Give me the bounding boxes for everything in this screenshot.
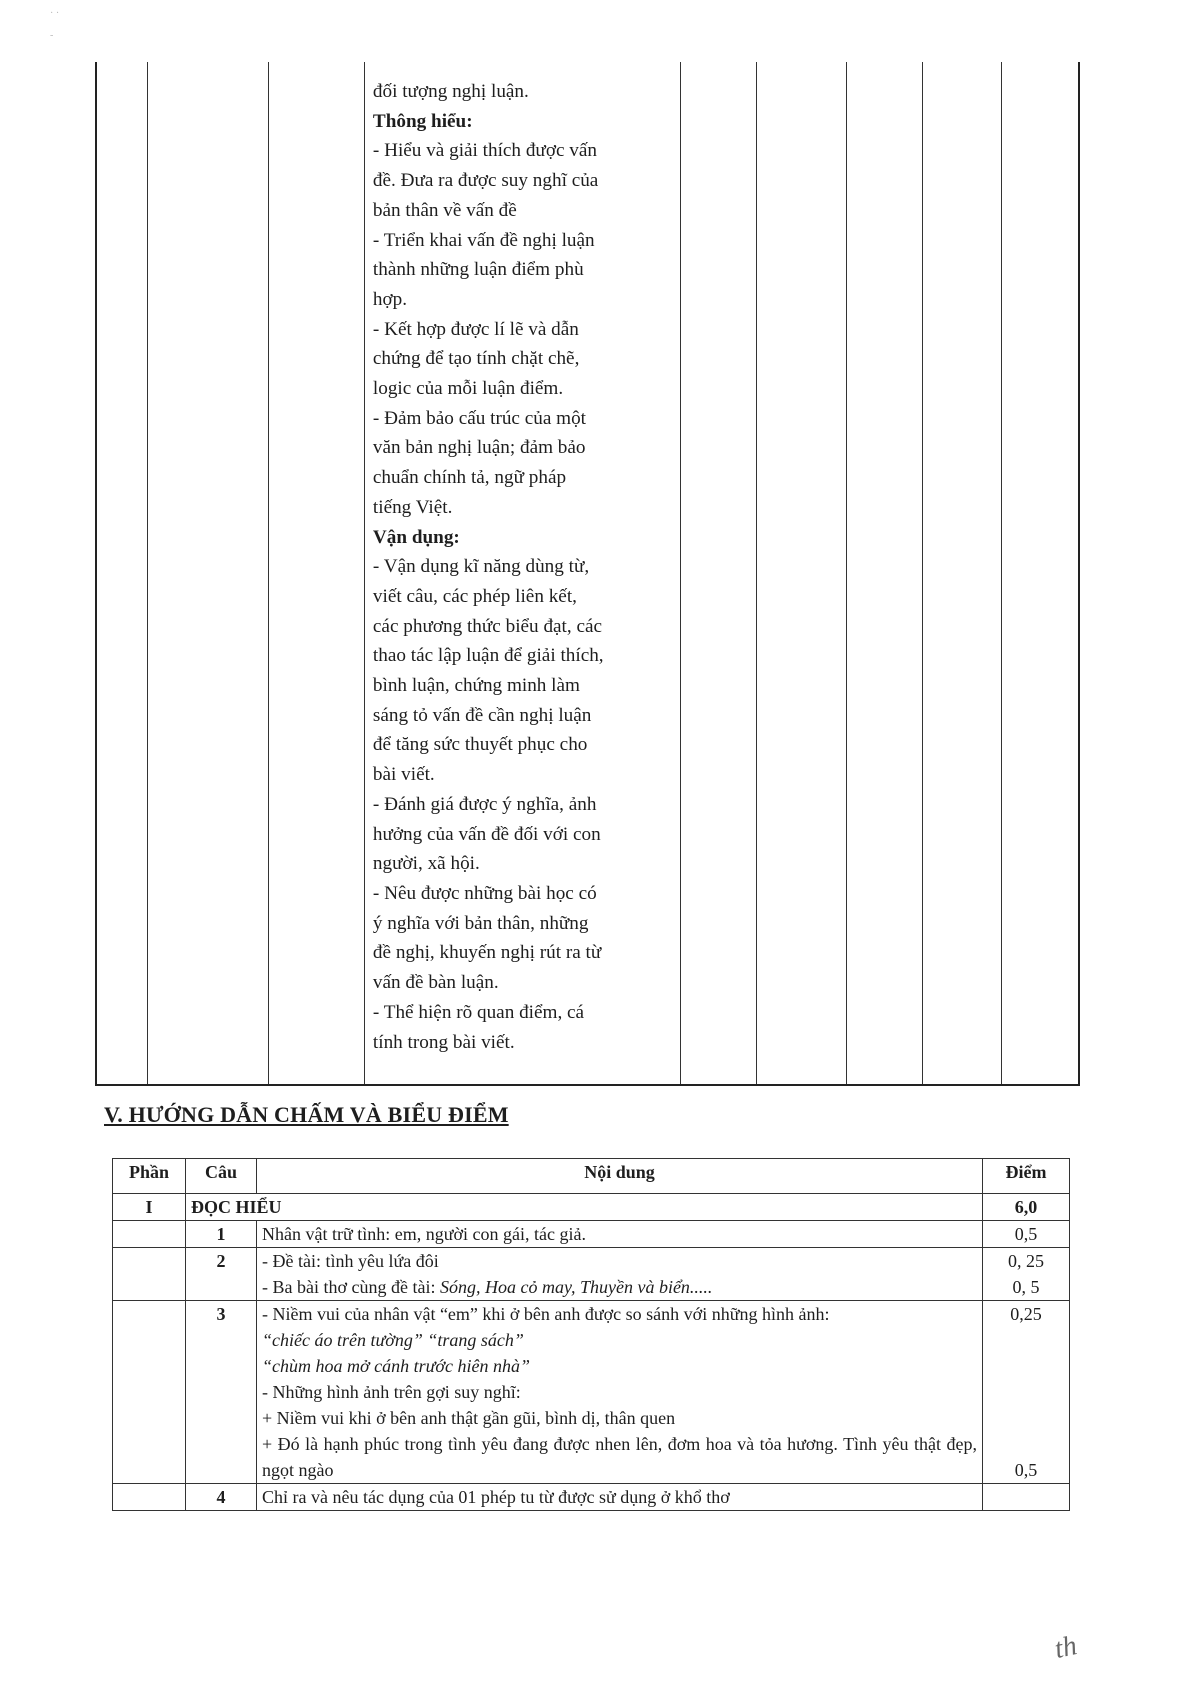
poem-titles: Sóng, Hoa cỏ may, Thuyền và biển..... <box>439 1277 713 1297</box>
scan-margin-mark: · · - <box>50 8 60 41</box>
table-row-section <box>113 1194 1070 1221</box>
answer-content: Nhân vật trữ tình: em, người con gái, tác giả. <box>257 1221 983 1248</box>
description-line: đề. Đưa ra được suy nghĩ của <box>372 170 599 192</box>
handwritten-initials: th <box>1051 1630 1080 1665</box>
quoted-image: “chùm hoa mở cánh trước hiên nhà” <box>262 1356 531 1376</box>
description-line: người, xã hội. <box>372 853 480 875</box>
score-value: 0,25 <box>1010 1304 1042 1324</box>
description-line: - Đảm bảo cấu trúc của một <box>372 407 587 429</box>
section-heading: V. HƯỚNG DẪN CHẤM VÀ BIỂU ĐIỂM <box>104 1102 509 1127</box>
answer-score <box>983 1248 1070 1301</box>
table-column-blank <box>847 62 923 1084</box>
knowledge-description-cell <box>365 62 681 1084</box>
header-part: Phần <box>113 1159 186 1194</box>
quoted-image: “chiếc áo trên tường” “trang sách” <box>262 1330 524 1350</box>
description-line: bài viết. <box>372 764 435 786</box>
description-line: - Vận dụng kĩ năng dùng từ, <box>372 556 590 578</box>
description-line: các phương thức biểu đạt, các <box>372 615 603 637</box>
description-line: đề nghị, khuyến nghị rút ra từ <box>372 942 602 964</box>
section-part-number: I <box>113 1194 186 1221</box>
description-line: bản thân về vấn đề <box>372 199 517 221</box>
answer-content <box>257 1301 983 1484</box>
description-line: tính trong bài viết. <box>372 1031 515 1053</box>
part-cell-empty <box>113 1301 186 1484</box>
grading-table <box>112 1158 1070 1511</box>
answer-score <box>983 1301 1070 1484</box>
description-line: hưởng của vấn đề đối với con <box>372 823 601 845</box>
answer-line <box>262 1274 977 1300</box>
table-column-blank <box>757 62 847 1084</box>
table-column-blank <box>1002 62 1078 1084</box>
description-line: vấn đề bàn luận. <box>372 972 499 994</box>
question-number: 1 <box>186 1221 257 1248</box>
answer-line: - Đề tài: tình yêu lứa đôi <box>262 1251 439 1271</box>
description-line: - Triển khai vấn đề nghị luận <box>372 229 595 251</box>
section-title: ĐỌC HIỂU <box>186 1194 983 1221</box>
description-line: tiếng Việt. <box>372 496 453 518</box>
answer-content <box>257 1248 983 1301</box>
description-line: - Hiểu và giải thích được vấn <box>372 140 597 162</box>
table-column-blank <box>269 62 365 1084</box>
answer-score: 0,5 <box>983 1221 1070 1248</box>
score-value: 0,5 <box>1014 1460 1038 1480</box>
description-line: văn bản nghị luận; đảm bảo <box>372 437 586 459</box>
description-line: đối tượng nghị luận. <box>372 81 529 102</box>
level-heading: Vận dụng: <box>372 526 460 548</box>
score-value: 0, 5 <box>1012 1277 1040 1297</box>
part-cell-empty <box>113 1221 186 1248</box>
description-line: - Thể hiện rõ quan điểm, cá <box>372 1001 585 1023</box>
answer-line: - Những hình ảnh trên gợi suy nghĩ: <box>262 1382 521 1402</box>
answer-content: Chỉ ra và nêu tác dụng của 01 phép tu từ được sử dụng ở khổ thơ <box>257 1484 983 1511</box>
table-row-q4 <box>113 1484 1070 1511</box>
answer-line: + Niềm vui khi ở bên anh thật gần gũi, bình dị, thân quen <box>262 1408 676 1428</box>
table-column-blank <box>681 62 758 1084</box>
part-cell-empty <box>113 1248 186 1301</box>
score-value: 0, 25 <box>1008 1251 1044 1271</box>
answer-line: - Niềm vui của nhân vật “em” khi ở bên anh được so sánh với những hình ảnh: <box>262 1304 830 1324</box>
question-number: 3 <box>186 1301 257 1484</box>
header-content: Nội dung <box>257 1159 983 1194</box>
table-row-q2 <box>113 1248 1070 1301</box>
description-line: ý nghĩa với bản thân, những <box>372 912 589 934</box>
description-line: sáng tỏ vấn đề cần nghị luận <box>372 704 592 726</box>
answer-line: + Đó là hạnh phúc trong tình yêu đang được nhen lên, đơm hoa và tỏa hương. Tình yêu thật đẹp, ngọt ngào <box>262 1434 977 1480</box>
description-line: thành những luận điểm phù <box>372 259 584 281</box>
question-number: 4 <box>186 1484 257 1511</box>
specification-table-continuation <box>95 62 1080 1086</box>
table-row-q3 <box>113 1301 1070 1484</box>
table-column-blank <box>923 62 1003 1084</box>
answer-text: - Ba bài thơ cùng đề tài: <box>262 1277 440 1297</box>
table-header-row <box>113 1159 1070 1194</box>
description-line: chuẩn chính tả, ngữ pháp <box>372 467 567 489</box>
description-line: - Đánh giá được ý nghĩa, ảnh <box>372 793 597 815</box>
part-cell-empty <box>113 1484 186 1511</box>
description-line: hợp. <box>372 288 408 310</box>
description-line: logic của mỗi luận điểm. <box>372 378 564 400</box>
description-line: chứng để tạo tính chặt chẽ, <box>372 348 580 370</box>
description-line: - Kết hợp được lí lẽ và dẫn <box>372 318 579 340</box>
answer-score <box>983 1484 1070 1511</box>
question-number: 2 <box>186 1248 257 1301</box>
description-line: bình luận, chứng minh làm <box>372 675 580 697</box>
level-heading: Thông hiểu: <box>372 110 473 132</box>
table-row-q1 <box>113 1221 1070 1248</box>
header-question: Câu <box>186 1159 257 1194</box>
table-column-blank <box>148 62 270 1084</box>
description-line: - Nêu được những bài học có <box>372 882 597 904</box>
header-score: Điểm <box>983 1159 1070 1194</box>
table-column-blank <box>97 62 148 1084</box>
section-score: 6,0 <box>983 1194 1070 1221</box>
description-line: viết câu, các phép liên kết, <box>372 585 577 607</box>
description-line: để tăng sức thuyết phục cho <box>372 734 588 756</box>
description-line: thao tác lập luận để giải thích, <box>372 645 604 667</box>
